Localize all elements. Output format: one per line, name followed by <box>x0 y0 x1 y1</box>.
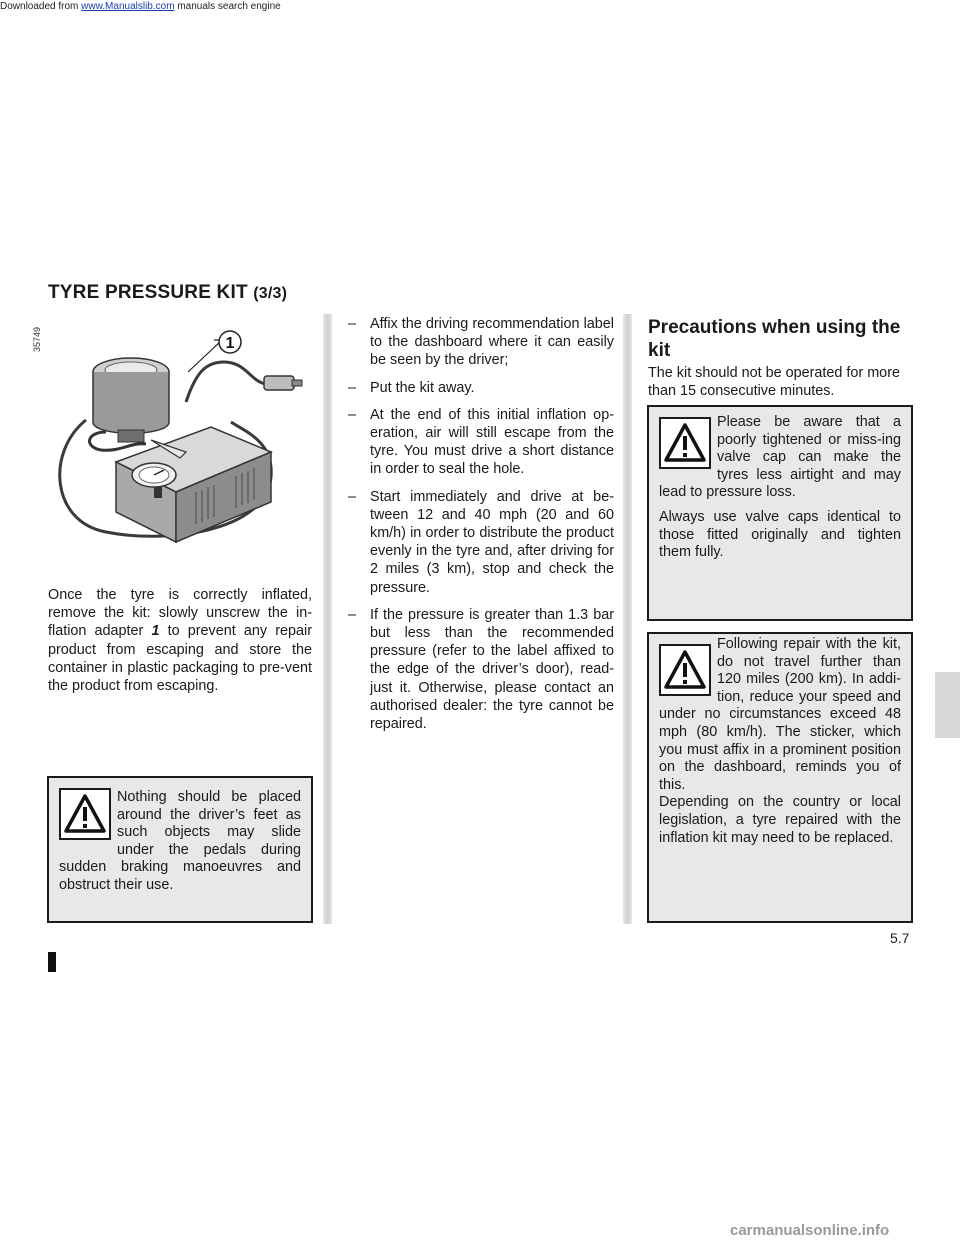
warning-text-valve-caps: Please be aware that a poorly tightened or miss-ing valve cap can make the tyres less airtight and may lead to pressure loss. Always use valve caps identical to those fitted originally and tighten them fully. <box>659 414 901 561</box>
list-item: – Put the kit away. <box>344 379 614 397</box>
left-paragraph <box>48 586 312 695</box>
left-paragraph-text-a: Once the tyre is correctly inflated, remove the kit: slowly unscrew the in-flation adapter <box>48 587 312 640</box>
section-heading: Precautions when using the kit <box>648 317 901 361</box>
callout-label: 1 <box>225 335 235 352</box>
pressure-gauge <box>132 463 176 487</box>
bottom-marker <box>48 952 56 972</box>
instructions-list <box>344 315 614 733</box>
adapter-ref: 1 <box>151 623 160 640</box>
list-item: – At the end of this initial inflation op-eration, air will still escape from the tyre. You must drive a short distance in order to seal the hole. <box>344 406 614 479</box>
column-divider-2 <box>623 314 632 924</box>
warning-box-feet <box>47 776 313 923</box>
source-link[interactable]: www.Manualslib.com <box>81 1 175 12</box>
source-bar <box>0 0 960 14</box>
warning-text-after-repair: Following repair with the kit, do not travel further than 120 miles (200 km). In addi-tion, reduce your speed and under no circumstances exceed 48 mph (80 km/h). The sticker, which you must affix in a prominent position on the dashboard, reminds you of this. Depending on the country or local legislation, a tyre repaired with the inflation kit may need to be replaced. <box>659 636 901 846</box>
page-title <box>48 282 287 304</box>
figure-code: 35749 <box>32 326 42 352</box>
title-sub: (3/3) <box>253 285 288 302</box>
list-item: – Start immediately and drive at be-tween 12 and 40 mph (20 and 60 km/h) in order to distribute the product evenly in the tyre and, after driving for 2 miles (3 km), stop and check the pressure. <box>344 488 614 597</box>
power-plug <box>264 376 302 390</box>
tyre-kit-illustration <box>46 312 318 567</box>
section-tab <box>935 672 960 738</box>
list-item: – If the pressure is greater than 1.3 bar but less than the recommended pressure (refer to the label affixed to the edge of the driver’s door), read-just it. Otherwise, please contact an authorised dealer: the tyre cannot be repaired. <box>344 606 614 733</box>
list-item: – Affix the driving recommendation label to the dashboard where it can easily be seen by the driver; <box>344 315 614 370</box>
warning-text-feet: Nothing should be placed around the driver’s feet as such objects may slide under the pedals during sudden braking manoeuvres and obstruct their use. <box>59 789 301 893</box>
title-main: TYRE PRESSURE KIT <box>48 282 248 303</box>
source-prefix: Downloaded from <box>0 1 82 12</box>
source-suffix: manuals search engine <box>174 1 281 12</box>
instructions-list-container <box>344 315 614 742</box>
page-number: 5.7 <box>890 930 910 946</box>
left-paragraph-text-b: to prevent any repair product from escaping and store the container in plastic packaging to pre-vent the product from escaping. <box>48 623 312 695</box>
sealant-bottle <box>93 358 169 442</box>
warning-box-after-repair <box>647 632 913 923</box>
footer-watermark: carmanualsonline.info <box>730 1222 890 1239</box>
warning-box-valve-caps <box>647 405 913 621</box>
right-intro: The kit should not be operated for more than 15 consecutive minutes. <box>648 365 900 400</box>
column-divider-1 <box>323 314 332 924</box>
